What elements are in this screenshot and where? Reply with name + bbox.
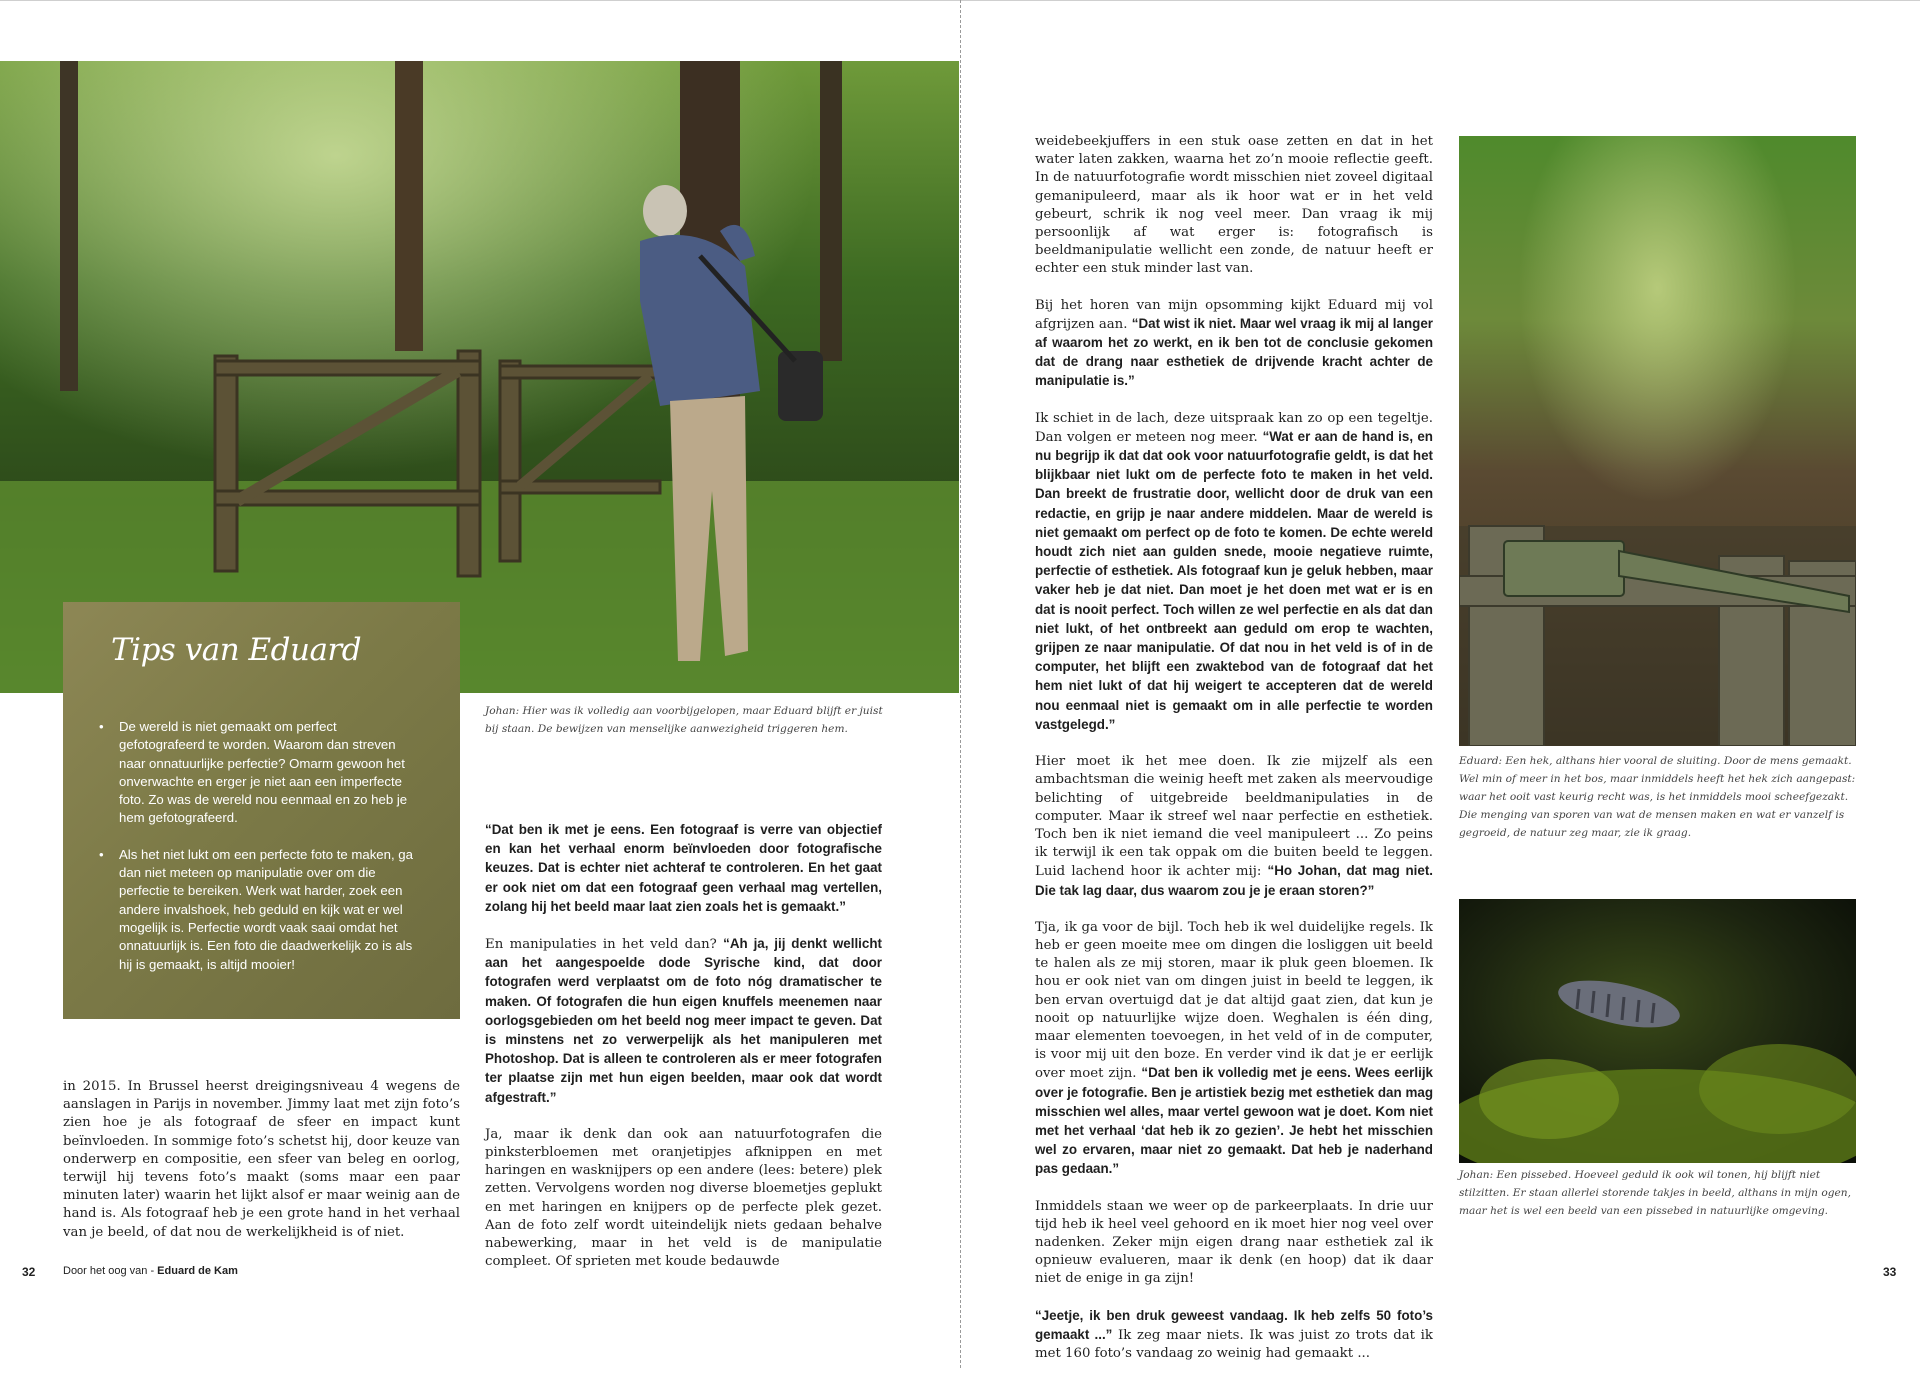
footer-section: Door het oog van - [63,1265,158,1277]
fence-photo-caption: Eduard: Een hek, althans hier vooral de sluiting. Door de mens gemaakt. Wel min of meer in het bos, maar inmiddels heeft het hek zich aangepast: waar het ooit vast keurig recht was, is het inmiddels mooi scheefgezakt. Die menging van sporen van wat de mensen maken en wat er vanzelf is gegroeid, de natuur zeg maar, zie ik graag. [1459,755,1856,839]
quote-text: “Jeetje, ik ben druk geweest vandaag. Ik heb zelfs 50 foto’s gemaakt ...” [1035,1307,1433,1342]
article-column-1 [63,1078,460,1260]
tips-item-1: • De wereld is niet gemaakt om perfect gefotografeerd te worden. Waarom dan streven naar onnatuurlijke perfectie? Omarm gewoon het onverwachte en erger je niet aan een imperfecte foto. Zo was de wereld nou eenmaal en zo heb je hem gefotografeerd. [113,718,424,828]
column3-paragraph-2 [1035,297,1433,392]
tips-title: Tips van Eduard [111,632,362,668]
body-text: Bij het horen van mijn opsomming kijkt Eduard mij vol afgrijzen aan. [1035,297,1433,332]
body-text: Hier moet ik het mee doen. Ik zie mijzelf als een ambachtsman die weinig heeft met zaken als meervoudige belichting of uitgebreide beeldmanipulaties in de computer. Maar ik streef wel naar perfectie en esthetiek. Toch ben ik niet iemand die veel manipuleert ... Zo peins ik terwijl ik een tak oppak om die buiten beeld te leggen. Luid lachend hoor ik achter mij: [1035,754,1433,880]
tips-box [63,602,460,1019]
fence-latch-photo [1459,136,1856,746]
column3-paragraph-1: weidebeekjuffers in een stuk oase zetten en dat in het water laten zakken, waarna het zo’n mooie reflectie geeft. In de natuurfotografie wordt misschien niet zoveel digitaal gemanipuleerd, maar als ik hoor wat er in het veld gebeurt, schrik ik nog veel meer. Dan vraag ik mij persoonlijk af wat erger is: fotografisch is beeldmanipulatie wellicht een zonde, de natuur heeft er echter een stuk minder last van. [1035,134,1433,277]
page-number-right: 33 [1883,1265,1897,1279]
article-column-2 [485,821,882,1289]
column3-paragraph-5 [1035,919,1433,1180]
column2-paragraph-2 [485,935,882,1108]
tips-item-2: • Als het niet lukt om een perfecte foto te maken, ga dan niet meteen op manipulatie over om die perfectie te bereiken. Werk wat harder, zoek een andere invalshoek, heb geduld en kijk wat er wel mogelijk is. Perfectie wordt vaak saai omdat het onnatuurlijk is. Een foto die daadwerkelijk zo is als hij is gemaakt, is altijd mooier! [113,846,424,974]
quote-text: “Dat ben ik met je eens. Een fotograaf is verre van objectief en kan het verhaal enorm beïnvloeden door fotografische keuzes. Dat is echter niet achteraf te controleren. En het gaat er ook niet om dat een fotograaf geen verhaal mag vertellen, zolang hij het beeld maar laat zien zoals het is gemaakt.” [485,822,882,914]
woodlouse-photo-caption: Johan: Een pissebed. Hoeveel geduld ik ook wil tonen, hij blijft niet stilzitten. Er staan allerlei storende takjes in beeld, althans in mijn ogen, maar het is wel een beeld van een pissebed in natuurlijke omgeving. [1459,1169,1851,1217]
column3-paragraph-7 [1035,1307,1433,1364]
column2-paragraph-3: Ja, maar ik denk dan ook aan natuurfotografen die pinksterbloemen met oranjetipjes afknippen en met haringen en wasknijpers op een andere (lees: betere) plek zetten. Vervolgens worden nog diverse bloemetjes geplukt en met haringen en knijpers op de perfecte plek gezet. Aan de foto zelf wordt uiteindelijk niets gedaan behalve nabewerking, maar in het veld is de manipulatie compleet. Of sprieten met koude bedauwde [485,1126,882,1270]
woodlouse-photo [1459,899,1856,1163]
gate-photo-caption: Johan: Hier was ik volledig aan voorbijgelopen, maar Eduard blijft er juist bij staan. De bewijzen van menselijke aanwezigheid triggeren hem. [485,705,883,735]
page-spread-divider [960,0,961,1368]
column3-paragraph-6: Inmiddels staan we weer op de parkeerplaats. In drie uur tijd heb ik heel veel gehoord en ik moet hier nog veel over nadenken. Zeker mijn eigen drang naar esthetiek zal ik opnieuw evalueren, maar ik denk (en hoop) dat ik daar niet de enige in ga zijn! [1035,1198,1433,1287]
page-number-left: 32 [22,1265,36,1279]
quote-text: “Dat ben ik volledig met je eens. Wees eerlijk over je fotografie. Ben je artistiek bezig met esthetiek dan mag misschien wel alles, maar vertel gewoon wat je doet. Kom niet met het verhaal ‘dat heb ik zo gezien’. Je hebt het misschien wel zo ervaren, maar niet zo gemaakt. Dat heb je naderhand pas gedaan.” [1035,1065,1434,1177]
quote-text: “Ho Johan, dat mag niet. Die tak lag daar, dus waarom zou je je eraan storen?” [1035,863,1433,898]
column1-paragraph: in 2015. In Brussel heerst dreigingsniveau 4 wegens de aanslagen in Parijs in november. Jimmy laat met zijn foto’s zien hoe je als fotograaf de sfeer en impact kunt beïnvloeden. In sommige foto’s schetst hij, door keuze van onderwerp en compositie, een sfeer van beleg en oorlog, terwijl hij tevens foto’s maakt (soms maar een paar minuten later) waarin het lijkt alsof er maar weinig aan de hand is. Als fotograaf heb je een grote hand in het verhaal van je beeld, of dat nou de werkelijkheid is of niet. [63,1079,460,1240]
column3-paragraph-3 [1035,410,1433,735]
running-footer [63,1265,238,1277]
forest-gate-photo [0,61,959,693]
footer-author: Eduard de Kam [157,1265,238,1277]
article-column-3 [1035,133,1433,1381]
tips-list [91,718,424,974]
body-text: En manipulaties in het veld dan? [485,937,724,953]
quote-text: “Ah ja, jij denkt wellicht aan het aangespoelde dode Syrische kind, dat door fotografen werd verplaatst om de foto nóg dramatischer te maken. Of fotografen die hun eigen knuffels meenemen naar oorlogsgebieden om het beeld nog meer impact te geven. Dat is minstens net zo verwerpelijk als het manipuleren met Photoshop. Dat is alleen te controleren als er meer fotografen ter plaatse zijn met hun eigen beelden, maar ook dat wordt afgestraft.” [485,936,882,1105]
quote-text: “Dat wist ik niet. Maar wel vraag ik mij al langer af waarom het zo werkt, en ik ben tot de conclusie gekomen dat de drang naar esthetiek de drijvende kracht achter de manipulatie is.” [1035,315,1433,389]
column2-paragraph-1 [485,821,882,917]
body-text: Ik zeg maar niets. Ik was juist zo trots dat ik met 160 foto’s vandaag zo weinig had gemaakt ... [1035,1327,1433,1361]
quote-text: “Wat er aan de hand is, en nu begrijp ik dat dat ook voor natuurfotografie geldt, is dat het blijkbaar niet lukt om de perfecte foto te maken in het veld. Dan breekt de frustratie door, wellicht door de druk van een redactie, en grijp je naar andere middelen. Maar de wereld is niet gemaakt om perfect op de foto te komen. De echte wereld houdt zich niet aan gulden snede, mooie negatieve ruimte, perfectie of esthetiek. Als fotograaf kun je geluk hebben, maar vaker heb je dat niet. Dan moet je het doen met wat er is en dat is nooit perfect. Toch willen ze wel perfectie en als dat dan niet lukt, of het ontbreekt aan geduld om erop te wachten, grijpen ze naar manipulatie. Of dat nou in het veld is of in de computer, het blijft een zwaktebod van de fotograaf dat het hem niet lukt of dat hij weigert te accepteren dat de wereld nou eenmaal niet is gemaakt om in alle perfectie te worden vastgelegd.” [1035,428,1433,732]
body-text: Ik schiet in de lach, deze uitspraak kan zo op een tegeltje. Dan volgen er meteen nog meer. [1035,410,1433,445]
body-text: Tja, ik ga voor de bijl. Toch heb ik wel duidelijke regels. Ik heb er geen moeite mee om dingen die losliggen uit beeld te halen als ze mij storen, maar ik pluk geen bloemen. Ik hou er ook niet van om dingen juist in beeld te leggen, ik ben ervan overtuigd dat je dat altijd gaat zien, dat kun je nooit op natuurlijke wijze doen. Weghalen is één ding, maar elementen toevoegen, in het veld of in de computer, is voor mij uit den boze. En verder vind ik dat je er eerlijk over moet zijn. [1035,919,1433,1082]
column3-paragraph-4 [1035,753,1433,901]
